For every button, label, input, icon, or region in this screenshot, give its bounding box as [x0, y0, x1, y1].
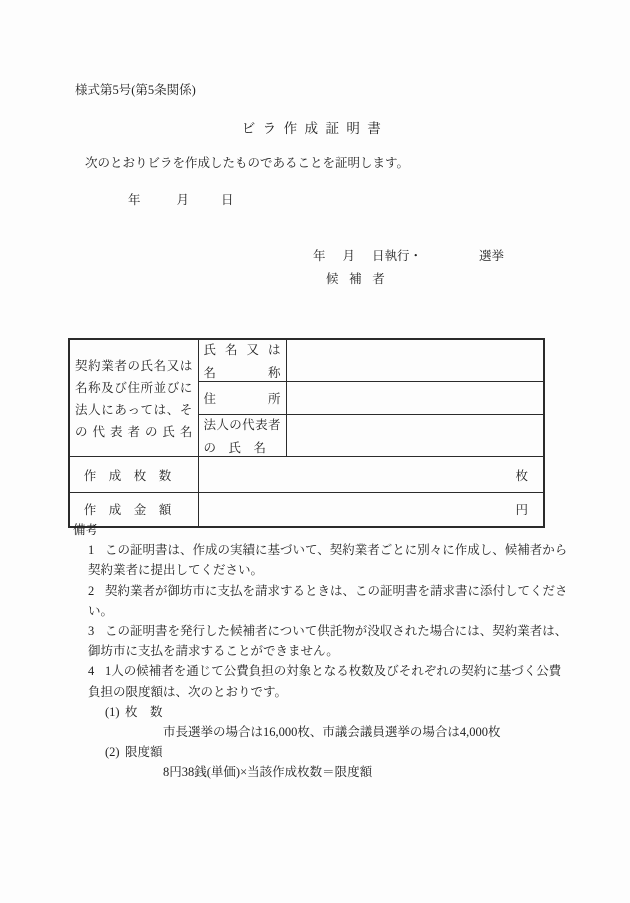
election-month-label: 月	[342, 249, 356, 263]
subitem-label: 限度額	[125, 745, 163, 760]
note-text: この証明書を発行した候補者について供託物が没収された場合には、契約業者は、	[105, 624, 568, 639]
note-item-2	[73, 581, 568, 621]
address-label: 住 所	[203, 392, 281, 406]
note-subitem-1	[88, 702, 565, 722]
contractor-label-line: 法 人 に あ っ て は 、 そ	[75, 403, 193, 417]
contractor-label-line: の 代 表 者 の 氏 名	[75, 425, 193, 439]
note-text: この証明書は、作成の実績に基づいて、契約業者ごとに別々に作成し、候補者から	[105, 543, 568, 558]
note-number: 3	[88, 624, 95, 639]
contractor-label-line: 名 称 及 び 住 所 並 び に	[75, 381, 193, 395]
representative-label-line: の 氏 名	[203, 441, 267, 455]
election-line	[313, 246, 504, 264]
amount-unit-label: 円	[515, 503, 528, 518]
amount-label-cell: 作成金額	[69, 493, 198, 527]
note-text: 1人の候補者を通じて公費負担の対象となる枚数及びそれぞれの契約に基づく公費	[105, 664, 562, 679]
note-number: 4	[88, 664, 95, 679]
note-text: 負担の限度額は、次のとおりです。	[88, 684, 288, 699]
contractor-header-cell	[69, 339, 198, 457]
issue-date-line	[128, 190, 234, 208]
sheets-unit-label: 枚	[515, 468, 528, 483]
note-item-4	[73, 661, 565, 782]
notes-heading: 備考	[73, 523, 99, 537]
election-day-exec-label: 日執行・	[372, 249, 423, 263]
candidate-label: 候補者	[326, 272, 396, 286]
note-text: 契約業者に提出してください。	[88, 563, 264, 578]
note-subitem-2	[88, 742, 565, 762]
year-label: 年	[128, 193, 141, 207]
note-number: 2	[88, 583, 95, 598]
declaration-text: 次のとおりビラを作成したものであることを証明します。	[85, 156, 410, 170]
address-label-cell	[198, 382, 286, 415]
representative-value-cell	[286, 415, 544, 457]
note-number: 1	[88, 543, 95, 558]
sheets-value-cell	[198, 457, 544, 493]
subitem-label: 枚 数	[125, 704, 163, 719]
subitem-number: (2)	[105, 745, 120, 760]
address-value-cell	[286, 382, 544, 415]
notes-section	[73, 520, 568, 783]
sheets-label-cell: 作成枚数	[69, 457, 198, 493]
note-text: 御坊市に支払を請求することができません。	[88, 644, 339, 659]
election-label: 選挙	[479, 249, 505, 263]
day-label: 日	[221, 193, 234, 207]
election-year-label: 年	[313, 249, 326, 263]
representative-label-line: 法 人 の 代 表 者	[203, 418, 281, 432]
name-label-cell	[198, 339, 286, 382]
name-label-line: 氏 名 又 は	[203, 343, 281, 357]
contractor-label-line: 契 約 業 者 の 氏 名 又 は	[75, 359, 193, 373]
representative-label-cell	[198, 415, 286, 457]
subitem-number: (1)	[105, 704, 120, 719]
note-item-1	[73, 540, 568, 580]
note-text: 契約業者が御坊市に支払を請求するときは、この証明書を請求書に添付してくださ	[105, 583, 568, 598]
note-item-3	[73, 621, 568, 661]
document-title: ビラ作成証明書	[241, 121, 389, 136]
subitem-detail: 8円38銭(単価)×当該作成枚数＝限度額	[163, 765, 373, 780]
name-label-line: 名 称	[203, 366, 281, 380]
name-value-cell	[286, 339, 544, 382]
certificate-table	[68, 338, 545, 528]
note-text: い。	[88, 603, 114, 618]
form-number: 様式第5号(第5条関係)	[75, 83, 196, 97]
subitem-detail: 市長選挙の場合は16,000枚、市議会議員選挙の場合は4,000枚	[163, 725, 501, 740]
month-label: 月	[176, 193, 190, 207]
